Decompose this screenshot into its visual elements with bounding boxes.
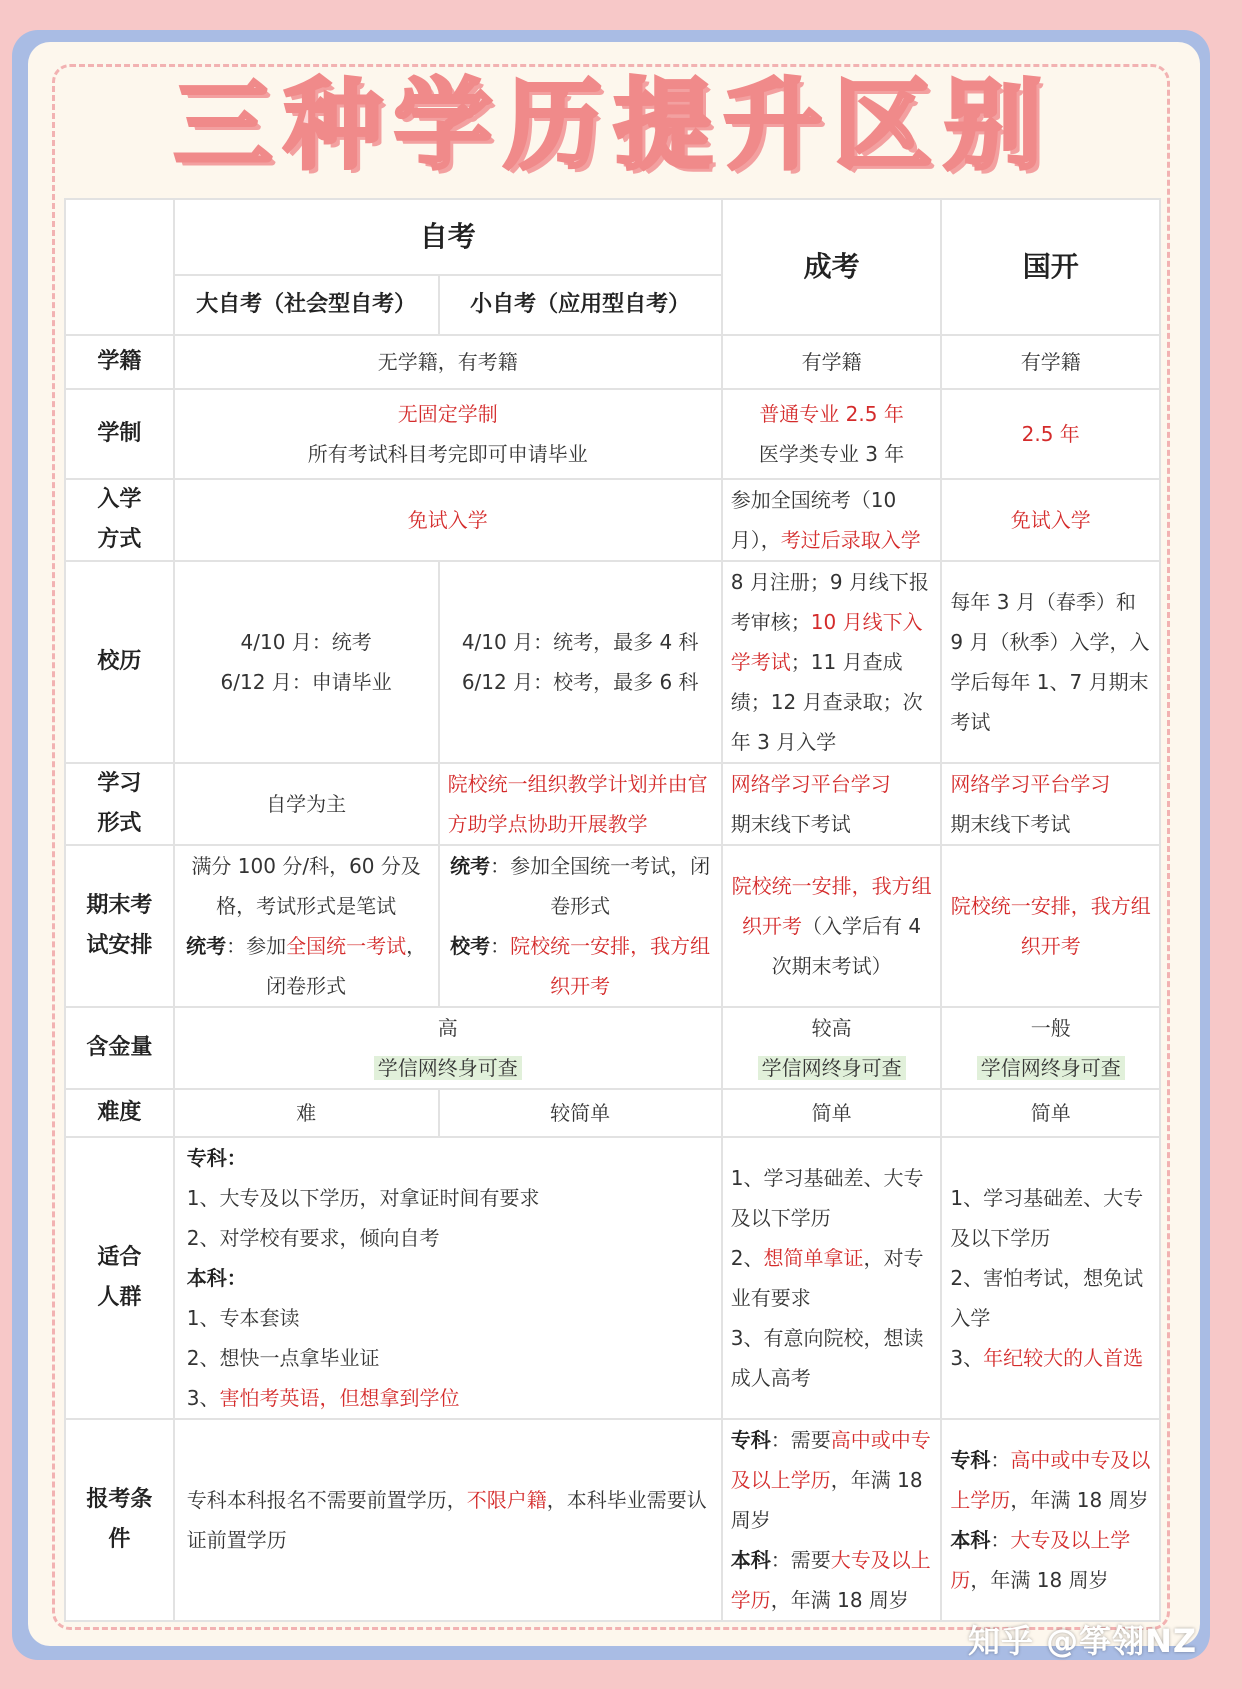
text-span-red: 院校统一安排，我方组织开考 <box>731 874 932 938</box>
row-label: 学籍 <box>65 335 174 389</box>
row-label: 校历 <box>65 561 174 763</box>
cell-line: 1、学习基础差、大专及以下学历 <box>730 1166 924 1230</box>
text-span: ，年满 18 周岁 <box>770 1588 909 1612</box>
text-span-bold: 统考 <box>450 854 491 878</box>
header-chengkao: 成考 <box>722 199 942 335</box>
cell-line: 本科： <box>186 1266 247 1290</box>
text-span-bold: 校考 <box>450 934 491 958</box>
text-span-red: 大专及以上学历 <box>730 1548 931 1612</box>
text-span-red: 院校统一安排，我方组织开考 <box>510 934 711 998</box>
cell-line: 一般 <box>1030 1016 1071 1040</box>
text-span: ：参加全国统一考试，闭卷形式 <box>490 854 711 918</box>
label-line: 形式 <box>97 811 142 836</box>
cell-zikao <box>174 1137 722 1419</box>
row-label <box>65 1419 174 1621</box>
cell-line <box>950 1048 1151 1088</box>
cell-chengkao <box>722 389 942 479</box>
cell-line <box>731 1420 933 1540</box>
cell-xiaozikao: 较简单 <box>439 1089 722 1137</box>
cell-chengkao <box>722 845 942 1007</box>
cell-line: 较高 <box>811 1016 852 1040</box>
label-line: 入学 <box>97 487 142 512</box>
cell-guokai <box>941 1137 1160 1419</box>
text-span: ：需要 <box>770 1428 831 1452</box>
text-span-red: 考过后录取入学 <box>780 528 921 552</box>
cell-line <box>731 1238 933 1318</box>
highlight-tag: 学信网终身可查 <box>374 1056 522 1080</box>
cell-line: 2、害怕考试，想免试入学 <box>950 1266 1144 1330</box>
cell-line: 6/12 月：校考，最多 6 科 <box>461 670 699 694</box>
row-xuexi <box>65 763 1160 845</box>
cell-guokai: 2.5 年 <box>941 389 1160 479</box>
row-label <box>65 845 174 1007</box>
watermark <box>968 1616 1197 1662</box>
text-span-bold: 本科 <box>730 1548 771 1572</box>
cell-line <box>731 1048 933 1088</box>
text-span-red: 全国统一考试 <box>286 934 407 958</box>
highlight-tag: 学信网终身可查 <box>977 1056 1125 1080</box>
header-zikao: 自考 <box>174 199 722 275</box>
cell-dazikao <box>174 561 439 763</box>
cell-line: 网络学习平台学习 <box>950 772 1111 796</box>
cell-line: 专科： <box>186 1146 247 1170</box>
row-label <box>65 763 174 845</box>
row-nandu <box>65 1089 1160 1137</box>
cell-guokai: 院校统一安排，我方组织开考 <box>941 845 1160 1007</box>
text-span: 3、 <box>186 1386 220 1410</box>
label-line: 件 <box>108 1527 131 1552</box>
text-span: 8 月注册；9 月线下报考审核； <box>730 570 929 634</box>
text-span-bold: 专科 <box>950 1448 991 1472</box>
row-qimo <box>65 845 1160 1007</box>
text-span-red: 不限户籍 <box>466 1488 547 1512</box>
corner-cell <box>65 199 174 335</box>
text-span: 3、 <box>950 1346 984 1370</box>
cell-line: 所有考试科目考完即可申请毕业 <box>307 442 588 466</box>
cell-line <box>448 846 713 926</box>
text-span: 专科本科报名不需要前置学历， <box>186 1488 467 1512</box>
label-line: 报考条 <box>86 1487 153 1512</box>
cell-line <box>187 1378 713 1418</box>
text-span: ，年满 18 周岁 <box>970 1568 1109 1592</box>
row-label: 含金量 <box>65 1007 174 1089</box>
header-xiaozikao: 小自考（应用型自考） <box>439 275 722 335</box>
row-xueji <box>65 335 1160 389</box>
cell-line: 1、大专及以下学历，对拿证时间有要求 <box>186 1186 540 1210</box>
cell-chengkao <box>722 1007 942 1089</box>
row-label: 难度 <box>65 1089 174 1137</box>
cell-chengkao <box>722 763 942 845</box>
row-hanjin <box>65 1007 1160 1089</box>
text-span: ： <box>490 934 511 958</box>
cell-line: 2、想快一点拿毕业证 <box>186 1346 380 1370</box>
text-span: ： <box>990 1448 1011 1472</box>
cell-guokai <box>941 1007 1160 1089</box>
cell-line: 满分 100 分/科，60 分及格，考试形式是笔试 <box>191 854 421 918</box>
cell-dazikao <box>174 845 439 1007</box>
cell-line: 4/10 月：统考 <box>240 630 372 654</box>
cell-guokai <box>941 763 1160 845</box>
cell-chengkao: 简单 <box>722 1089 942 1137</box>
cell-line <box>731 1540 933 1620</box>
cell-line: 期末线下考试 <box>950 812 1071 836</box>
cell-guokai: 简单 <box>941 1089 1160 1137</box>
text-span: 参加全国统考（10 月）， <box>730 488 897 552</box>
cell-chengkao <box>722 1419 942 1621</box>
cell-line <box>183 1048 713 1088</box>
label-line: 方式 <box>97 527 142 552</box>
row-ruxue <box>65 479 1160 561</box>
text-span-red: 10 月线下入学考试 <box>730 610 923 674</box>
cell-dazikao: 自学为主 <box>174 763 439 845</box>
cell-chengkao <box>722 479 942 561</box>
cell-xiaozikao <box>439 561 722 763</box>
cell-chengkao <box>722 561 942 763</box>
cell-line <box>183 926 430 1006</box>
label-line: 适合 <box>97 1245 142 1270</box>
cell-xiaozikao <box>439 845 722 1007</box>
text-span-bold: 统考 <box>186 934 227 958</box>
cell-xiaozikao: 院校统一组织教学计划并由官方助学点协助开展教学 <box>439 763 722 845</box>
text-span: ： <box>990 1528 1011 1552</box>
label-line: 学习 <box>97 771 142 796</box>
cell-line: 无固定学制 <box>397 402 498 426</box>
cell-guokai <box>941 1419 1160 1621</box>
text-span-red: 高中或中专及以上学历 <box>730 1428 931 1492</box>
cell-zikao: 无学籍，有考籍 <box>174 335 722 389</box>
page-title: 三种学历提升区别 <box>173 69 1054 183</box>
cell-line <box>950 1440 1151 1520</box>
cell-chengkao: 有学籍 <box>722 335 942 389</box>
cell-guokai: 免试入学 <box>941 479 1160 561</box>
text-span-red: 高中或中专及以上学历 <box>950 1448 1151 1512</box>
cell-line <box>950 1520 1151 1600</box>
cell-line: 1、学习基础差、大专及以下学历 <box>950 1186 1144 1250</box>
cell-line <box>448 926 713 1006</box>
text-span: ，年满 18 周岁 <box>730 1468 923 1532</box>
cell-guokai: 每年 3 月（春季）和 9 月（秋季）入学，入学后每年 1、7 月期末考试 <box>941 561 1160 763</box>
cell-line: 高 <box>437 1016 458 1040</box>
text-span: ：参加 <box>226 934 287 958</box>
text-span: ，闭卷形式 <box>266 934 427 998</box>
cell-line: 1、专本套读 <box>186 1306 300 1330</box>
cell-zikao <box>174 1007 722 1089</box>
cell-guokai: 有学籍 <box>941 335 1160 389</box>
header-dazikao: 大自考（社会型自考） <box>174 275 439 335</box>
cell-zikao: 免试入学 <box>174 479 722 561</box>
label-line: 期末考 <box>86 893 153 918</box>
text-span: ，年满 18 周岁 <box>1010 1488 1149 1512</box>
cell-line: 6/12 月：申请毕业 <box>220 670 392 694</box>
text-span: ，对专业有要求 <box>730 1246 924 1310</box>
cell-zikao <box>174 1419 722 1621</box>
cell-line: 普通专业 2.5 年 <box>759 402 904 426</box>
text-span-red: 大专及以上学历 <box>950 1528 1131 1592</box>
text-span: ：需要 <box>770 1548 831 1572</box>
label-line: 试安排 <box>86 933 153 958</box>
header-guokai: 国开 <box>941 199 1160 335</box>
text-span: ，本科毕业需要认证前置学历 <box>186 1488 707 1552</box>
text-span-red: 想简单拿证 <box>763 1246 864 1270</box>
row-label: 学制 <box>65 389 174 479</box>
row-baokao <box>65 1419 1160 1621</box>
cell-line: 2、对学校有要求，倾向自考 <box>186 1226 440 1250</box>
cell-dazikao: 难 <box>174 1089 439 1137</box>
text-span: （入学后有 4 次期末考试） <box>771 914 922 978</box>
cell-line: 期末线下考试 <box>730 812 851 836</box>
text-span-bold: 本科 <box>950 1528 991 1552</box>
text-span: ；11 月查成绩；12 月查录取；次年 3 月入学 <box>730 650 923 754</box>
cell-line: 4/10 月：统考，最多 4 科 <box>461 630 699 654</box>
row-xuezhi <box>65 389 1160 479</box>
label-line: 人群 <box>97 1285 142 1310</box>
row-label <box>65 1137 174 1419</box>
row-label <box>65 479 174 561</box>
cell-line: 3、有意向院校，想读成人高考 <box>730 1326 924 1390</box>
cell-chengkao <box>722 1137 942 1419</box>
comparison-table <box>64 198 1161 1622</box>
text-span-red: 年纪较大的人首选 <box>983 1346 1144 1370</box>
cell-line <box>950 1338 1151 1378</box>
text-span-bold: 专科 <box>730 1428 771 1452</box>
highlight-tag: 学信网终身可查 <box>758 1056 906 1080</box>
text-span-red: 害怕考英语，但想拿到学位 <box>219 1386 460 1410</box>
watermark-text: 知乎 @筝翎NZ <box>968 1622 1198 1660</box>
row-shihe <box>65 1137 1160 1419</box>
cell-line: 网络学习平台学习 <box>730 772 891 796</box>
cell-line: 医学类专业 3 年 <box>758 442 905 466</box>
text-span: 2、 <box>730 1246 764 1270</box>
row-xiaoli <box>65 561 1160 763</box>
cell-zikao <box>174 389 722 479</box>
